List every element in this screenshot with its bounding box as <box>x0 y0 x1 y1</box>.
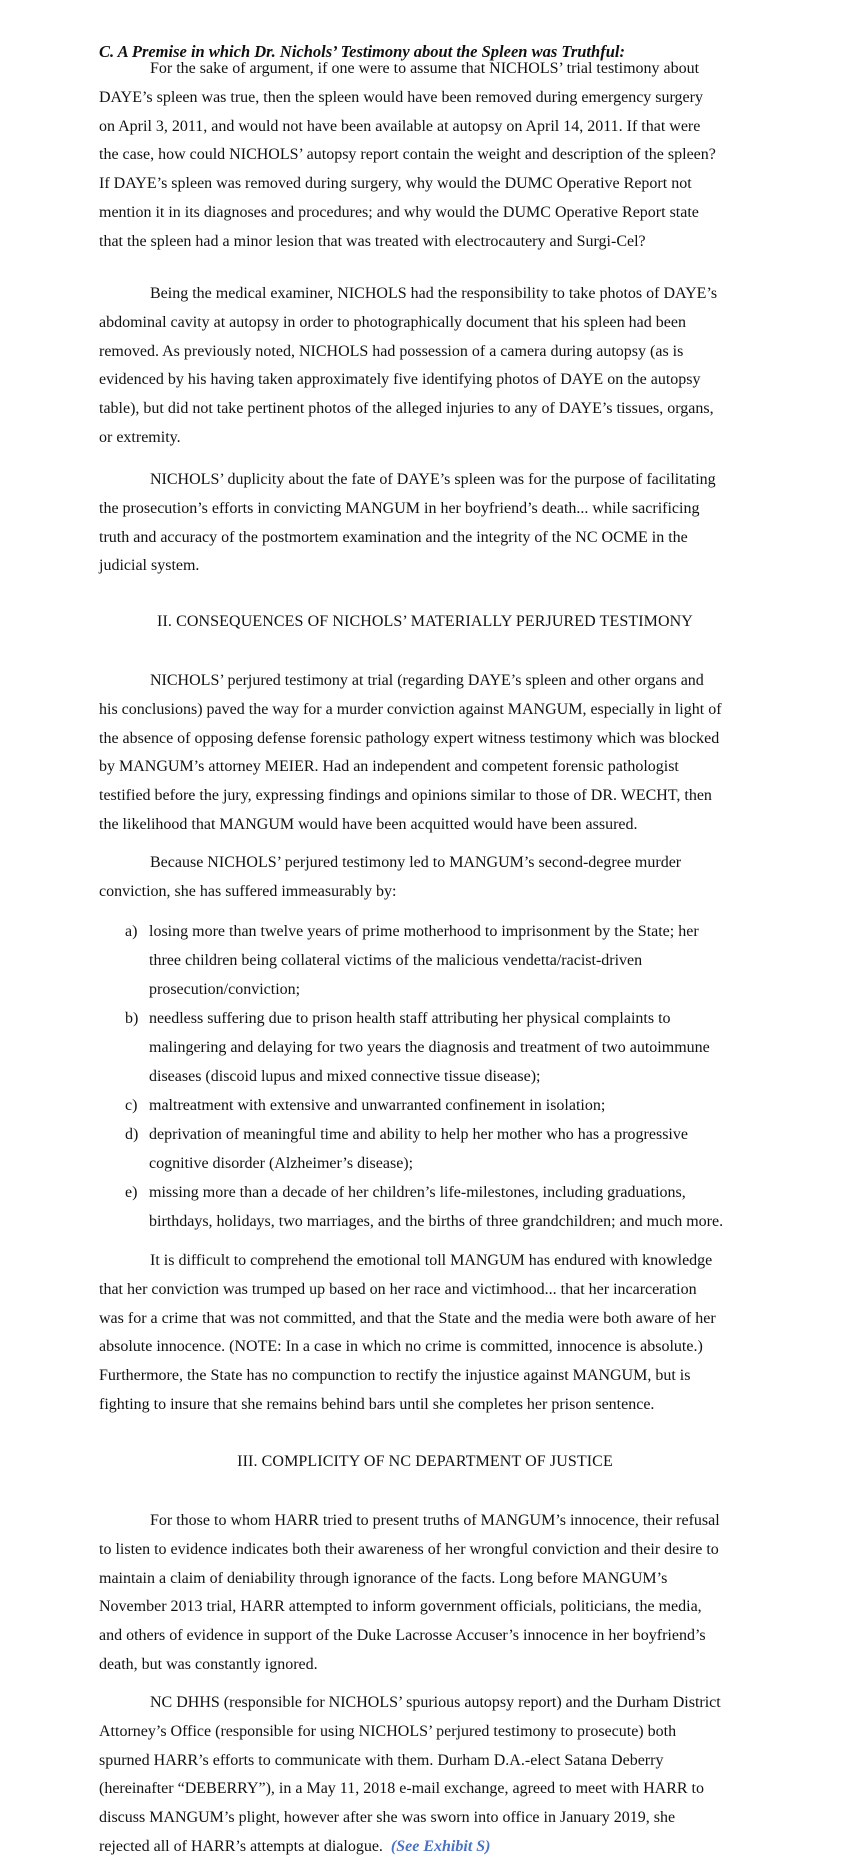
text-line: the absence of opposing defense forensic pathology expert witness testimony which was blocked <box>99 729 720 747</box>
text-line: and others of evidence in support of the Duke Lacrosse Accuser’s innocence in her boyfriend’s <box>99 1627 706 1645</box>
text-line: that the spleen had a minor lesion that was treated with electrocautery and Surgi-Cel? <box>99 232 646 250</box>
text-line: Because NICHOLS’ perjured testimony led to MANGUM’s second-degree murder <box>150 854 682 871</box>
text-line: discuss MANGUM’s plight, however after she was sworn into office in January 2019, she <box>99 1809 676 1827</box>
text-line: It is difficult to comprehend the emotional toll MANGUM has endured with knowledge <box>150 1252 713 1269</box>
list-marker: b) <box>125 1010 139 1027</box>
list-marker: a) <box>125 923 138 940</box>
text-line: death, but was constantly ignored. <box>99 1655 318 1673</box>
text-line: that her conviction was trumped up based on her race and victimhood... that her incarceration <box>99 1280 697 1298</box>
text-line: maintain a claim of deniability through ignorance of the facts. Long before MANGUM’s <box>99 1569 668 1587</box>
paragraph-duplicity <box>99 466 759 581</box>
text-line: For those to whom HARR tried to present truths of MANGUM’s innocence, their refusal <box>150 1512 720 1529</box>
text-line: abdominal cavity at autopsy in order to photographically document that his spleen had been <box>99 313 686 331</box>
paragraph-premise <box>99 55 759 257</box>
list-marker: e) <box>125 1184 138 1201</box>
text-line: the likelihood that MANGUM would have been acquitted would have been assured. <box>99 815 638 833</box>
text-line: the case, how could NICHOLS’ autopsy report contain the weight and description of the spleen? <box>99 146 716 164</box>
text-line: diseases (discoid lupus and mixed connective tissue disease); <box>149 1067 541 1085</box>
text-line: the prosecution’s efforts in convicting MANGUM in her boyfriend’s death... while sacrificing <box>99 499 700 517</box>
text-line: deprivation of meaningful time and ability to help her mother who has a progressive <box>149 1126 688 1143</box>
text-line-last <box>99 1833 759 1862</box>
text-line: his conclusions) paved the way for a murder conviction against MANGUM, especially in light of <box>99 700 722 718</box>
text-line: to listen to evidence indicates both their awareness of her wrongful conviction and their desire to <box>99 1540 719 1558</box>
section-heading-ii: II. CONSEQUENCES OF NICHOLS’ MATERIALLY PERJURED TESTIMONY <box>157 613 693 630</box>
paragraph-perjured-testimony <box>99 667 759 840</box>
text-line: truth and accuracy of the postmortem examination and the integrity of the NC OCME in the <box>99 528 688 546</box>
text-line: birthdays, holidays, two marriages, and the births of three grandchildren; and much more. <box>149 1212 724 1230</box>
text-line: Attorney’s Office (responsible for using NICHOLS’ perjured testimony to prosecute) both <box>99 1722 677 1740</box>
list-marker: c) <box>125 1097 138 1114</box>
text-line: or extremity. <box>99 428 181 446</box>
text-fragment: rejected all of HARR’s attempts at dialogue. <box>99 1837 391 1855</box>
text-line: For the sake of argument, if one were to assume that NICHOLS’ trial testimony about <box>150 60 700 77</box>
text-line: spurned HARR’s efforts to communicate with them. Durham D.A.-elect Satana Deberry <box>99 1751 664 1769</box>
text-line: November 2013 trial, HARR attempted to inform government officials, politicians, the media, <box>99 1598 702 1616</box>
text-line: malingering and delaying for two years the diagnosis and treatment of two autoimmune <box>149 1038 710 1056</box>
text-line: prosecution/conviction; <box>149 980 301 998</box>
paragraph-harr-ignored <box>99 1507 759 1680</box>
text-line: missing more than a decade of her children’s life-milestones, including graduations, <box>149 1184 686 1201</box>
text-line: evidenced by his having taken approximately five identifying photos of DAYE on the autopsy <box>99 371 701 389</box>
text-line: judicial system. <box>99 557 200 575</box>
text-line: If DAYE’s spleen was removed during surgery, why would the DUMC Operative Report not <box>99 175 692 193</box>
text-line: mention it in its diagnoses and procedures; and why would the DUMC Operative Report state <box>99 203 699 221</box>
paragraph-dhhs-da <box>99 1689 759 1862</box>
paragraph-photos <box>99 280 759 453</box>
text-line: NICHOLS’ perjured testimony at trial (regarding DAYE’s spleen and other organs and <box>150 672 704 689</box>
text-line: losing more than twelve years of prime motherhood to imprisonment by the State; her <box>149 923 699 940</box>
text-line: by MANGUM’s attorney MEIER. Had an independent and competent forensic pathologist <box>99 758 679 776</box>
text-line: (hereinafter “DEBERRY”), in a May 11, 2018 e-mail exchange, agreed to meet with HARR to <box>99 1780 704 1798</box>
text-line: NC DHHS (responsible for NICHOLS’ spurious autopsy report) and the Durham District <box>150 1694 721 1711</box>
text-line: three children being collateral victims of the malicious vendetta/racist-driven <box>149 951 643 969</box>
text-line: on April 3, 2011, and would not have been available at autopsy on April 14, 2011. If that were <box>99 117 701 135</box>
list-marker: d) <box>125 1126 139 1143</box>
section-heading-iii: III. COMPLICITY OF NC DEPARTMENT OF JUSTICE <box>237 1453 613 1470</box>
text-line: conviction, she has suffered immeasurably by: <box>99 882 397 900</box>
exhibit-s-link[interactable]: (See Exhibit S) <box>390 1837 491 1855</box>
text-line: Furthermore, the State has no compunction to rectify the injustice against MANGUM, but is <box>99 1367 691 1385</box>
text-line: removed. As previously noted, NICHOLS had possession of a camera during autopsy (as is <box>99 342 684 360</box>
text-line: DAYE’s spleen was true, then the spleen would have been removed during emergency surgery <box>99 88 703 106</box>
text-line: cognitive disorder (Alzheimer’s disease); <box>149 1154 414 1172</box>
text-line: was for a crime that was not committed, and that the State and the media were both aware of her <box>99 1309 716 1327</box>
text-line: needless suffering due to prison health staff attributing her physical complaints to <box>149 1010 671 1027</box>
text-line: Being the medical examiner, NICHOLS had the responsibility to take photos of DAYE’s <box>150 285 718 302</box>
text-line: testified before the jury, expressing findings and opinions similar to those of DR. WECHT, then <box>99 787 712 805</box>
paragraph-suffered <box>99 849 759 907</box>
text-line: maltreatment with extensive and unwarranted confinement in isolation; <box>149 1097 606 1114</box>
text-line: NICHOLS’ duplicity about the fate of DAYE’s spleen was for the purpose of facilitating <box>150 471 716 488</box>
subheading-c: C. A Premise in which Dr. Nichols’ Testimony about the Spleen was Truthful: <box>99 42 625 61</box>
paragraph-emotional-toll <box>99 1247 759 1420</box>
text-line: fighting to insure that she remains behind bars until she completes her prison sentence. <box>99 1395 655 1413</box>
text-line: absolute innocence. (NOTE: In a case in which no crime is committed, innocence is absolute.) <box>99 1338 703 1356</box>
text-line: table), but did not take pertinent photos of the alleged injuries to any of DAYE’s tissues, organs, <box>99 400 714 418</box>
